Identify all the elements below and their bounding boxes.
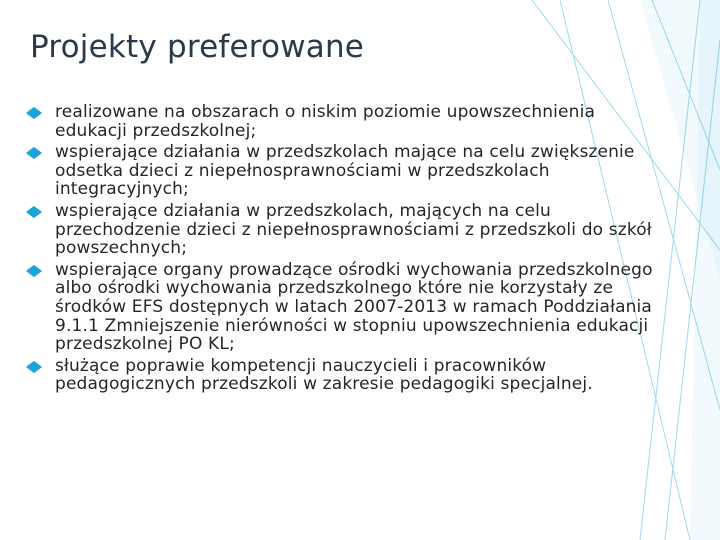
bullet-item bbox=[24, 261, 664, 354]
bullet-text: wspierające organy prowadzące ośrodki wychowania przedszkolnego albo ośrodki wychowania przedszkolnego które nie korzystały ze środków EFS dostępnych w latach 2007-2013 w ramach Poddziałania 9.1.1 Zmniejszenie nierówności w stopniu upowszechnienia edukacji przedszkolnej PO KL; bbox=[55, 259, 653, 355]
diamond-bullet-icon bbox=[26, 265, 42, 277]
bullet-item bbox=[24, 103, 664, 140]
diamond-bullet-icon bbox=[26, 147, 42, 159]
bullet-text: służące poprawie kompetencji nauczycieli i pracowników pedagogicznych przedszkoli w zakresie pedagogiki specjalnej. bbox=[55, 355, 593, 395]
diamond-bullet-icon bbox=[26, 206, 42, 218]
bullet-text: wspierające działania w przedszkolach mające na celu zwiększenie odsetka dzieci z niepełnosprawnościami w przedszkolach integracyjnych; bbox=[55, 142, 635, 200]
bullet-item bbox=[24, 357, 664, 394]
bullet-item bbox=[24, 143, 664, 199]
diamond-bullet-icon bbox=[26, 361, 42, 373]
bullet-text: realizowane na obszarach o niskim poziomie upowszechnienia edukacji przedszkolnej; bbox=[55, 102, 596, 141]
bullet-list bbox=[24, 103, 664, 397]
bullet-text: wspierające działania w przedszkolach, mających na celu przechodzenie dzieci z niepełnosprawnościami z przedszkoli do szkół powszechnych; bbox=[55, 200, 652, 259]
diamond-bullet-icon bbox=[26, 107, 42, 119]
bullet-item bbox=[24, 202, 664, 258]
slide-title: Projekty preferowane bbox=[30, 29, 365, 65]
